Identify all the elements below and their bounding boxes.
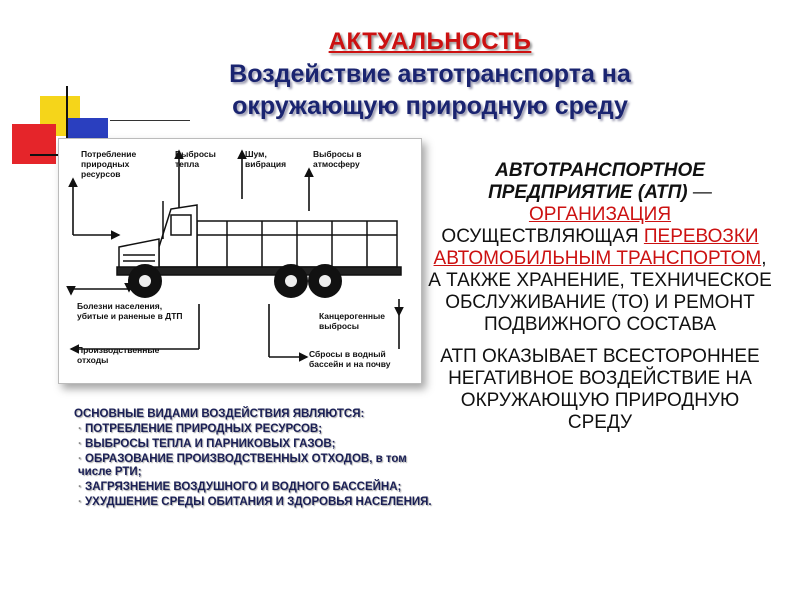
transport-link[interactable]: ПЕРЕВОЗКИ АВТОМОБИЛЬНЫМ ТРАНСПОРТОМ (433, 226, 762, 269)
list-item: · ВЫБРОСЫ ТЕПЛА И ПАРНИКОВЫХ ГАЗОВ; (74, 438, 434, 451)
label-heat-emissions: Выбросы тепла (175, 149, 216, 169)
list-item: · УХУДШЕНИЕ СРЕДЫ ОБИТАНИЯ И ЗДОРОВЬЯ НАСЕЛЕНИЯ. (74, 496, 434, 509)
list-item: · ОБРАЗОВАНИЕ ПРОИЗВОДСТВЕННЫХ ОТХОДОВ, в том числе РТИ; (74, 453, 434, 479)
title-block (150, 28, 710, 122)
atp-heading: АВТОТРАНСПОРТНОЕ ПРЕДПРИЯТИЕ (АТП) (488, 160, 705, 203)
atp-dash: — (687, 182, 712, 203)
label-carcinogenic-emissions: Канцерогенные выбросы (319, 311, 386, 331)
impacts-heading: ОСНОВНЫЕ ВИДАМИ ВОЗДЕЙСТВИЯ ЯВЛЯЮТСЯ: (74, 408, 365, 420)
organization-link[interactable]: ОРГАНИЗАЦИЯ (528, 204, 672, 225)
atp-definition (428, 160, 772, 434)
page-subtitle (150, 58, 710, 122)
label-water-soil-discharges: Сбросы в водный бассейн и на почву (309, 349, 391, 369)
label-atmosphere-emissions: Выбросы в атмосферу (313, 149, 362, 169)
subtitle-line-1: Воздействие автотранспорта на (229, 60, 631, 88)
page-title: АКТУАЛЬНОСТЬ (328, 28, 532, 55)
truck-impact-diagram (58, 138, 422, 384)
label-resource-consumption: Потребление природных ресурсов (81, 149, 137, 179)
atp-text-2: , А ТАКЖЕ ХРАНЕНИЕ, ТЕХНИЧЕСКОЕ ОБСЛУЖИВАНИЕ (ТО) И РЕМОНТ ПОДВИЖНОГО СОСТАВА (428, 248, 772, 335)
atp-text-1: ОСУЩЕСТВЛЯЮЩАЯ (441, 226, 644, 247)
impacts-list (74, 408, 434, 509)
label-population-diseases: Болезни населения, убитые и раненые в ДТП (77, 301, 183, 321)
list-item: · ПОТРЕБЛЕНИЕ ПРИРОДНЫХ РЕСУРСОВ; (74, 423, 434, 436)
atp-definition-paragraph (428, 160, 772, 336)
list-item: · ЗАГРЯЗНЕНИЕ ВОЗДУШНОГО И ВОДНОГО БАССЕЙНА; (74, 481, 434, 494)
label-industrial-waste: Производственные отходы (77, 345, 160, 365)
decorative-red-square (12, 124, 56, 164)
atp-impact-paragraph: АТП ОКАЗЫВАЕТ ВСЕСТОРОННЕЕ НЕГАТИВНОЕ ВОЗДЕЙСТВИЕ НА ОКРУЖАЮЩУЮ ПРИРОДНУЮ СРЕДУ (440, 346, 760, 433)
label-noise-vibration: Шум, вибрация (245, 149, 287, 169)
subtitle-line-2: окружающую природную среду (232, 92, 628, 120)
